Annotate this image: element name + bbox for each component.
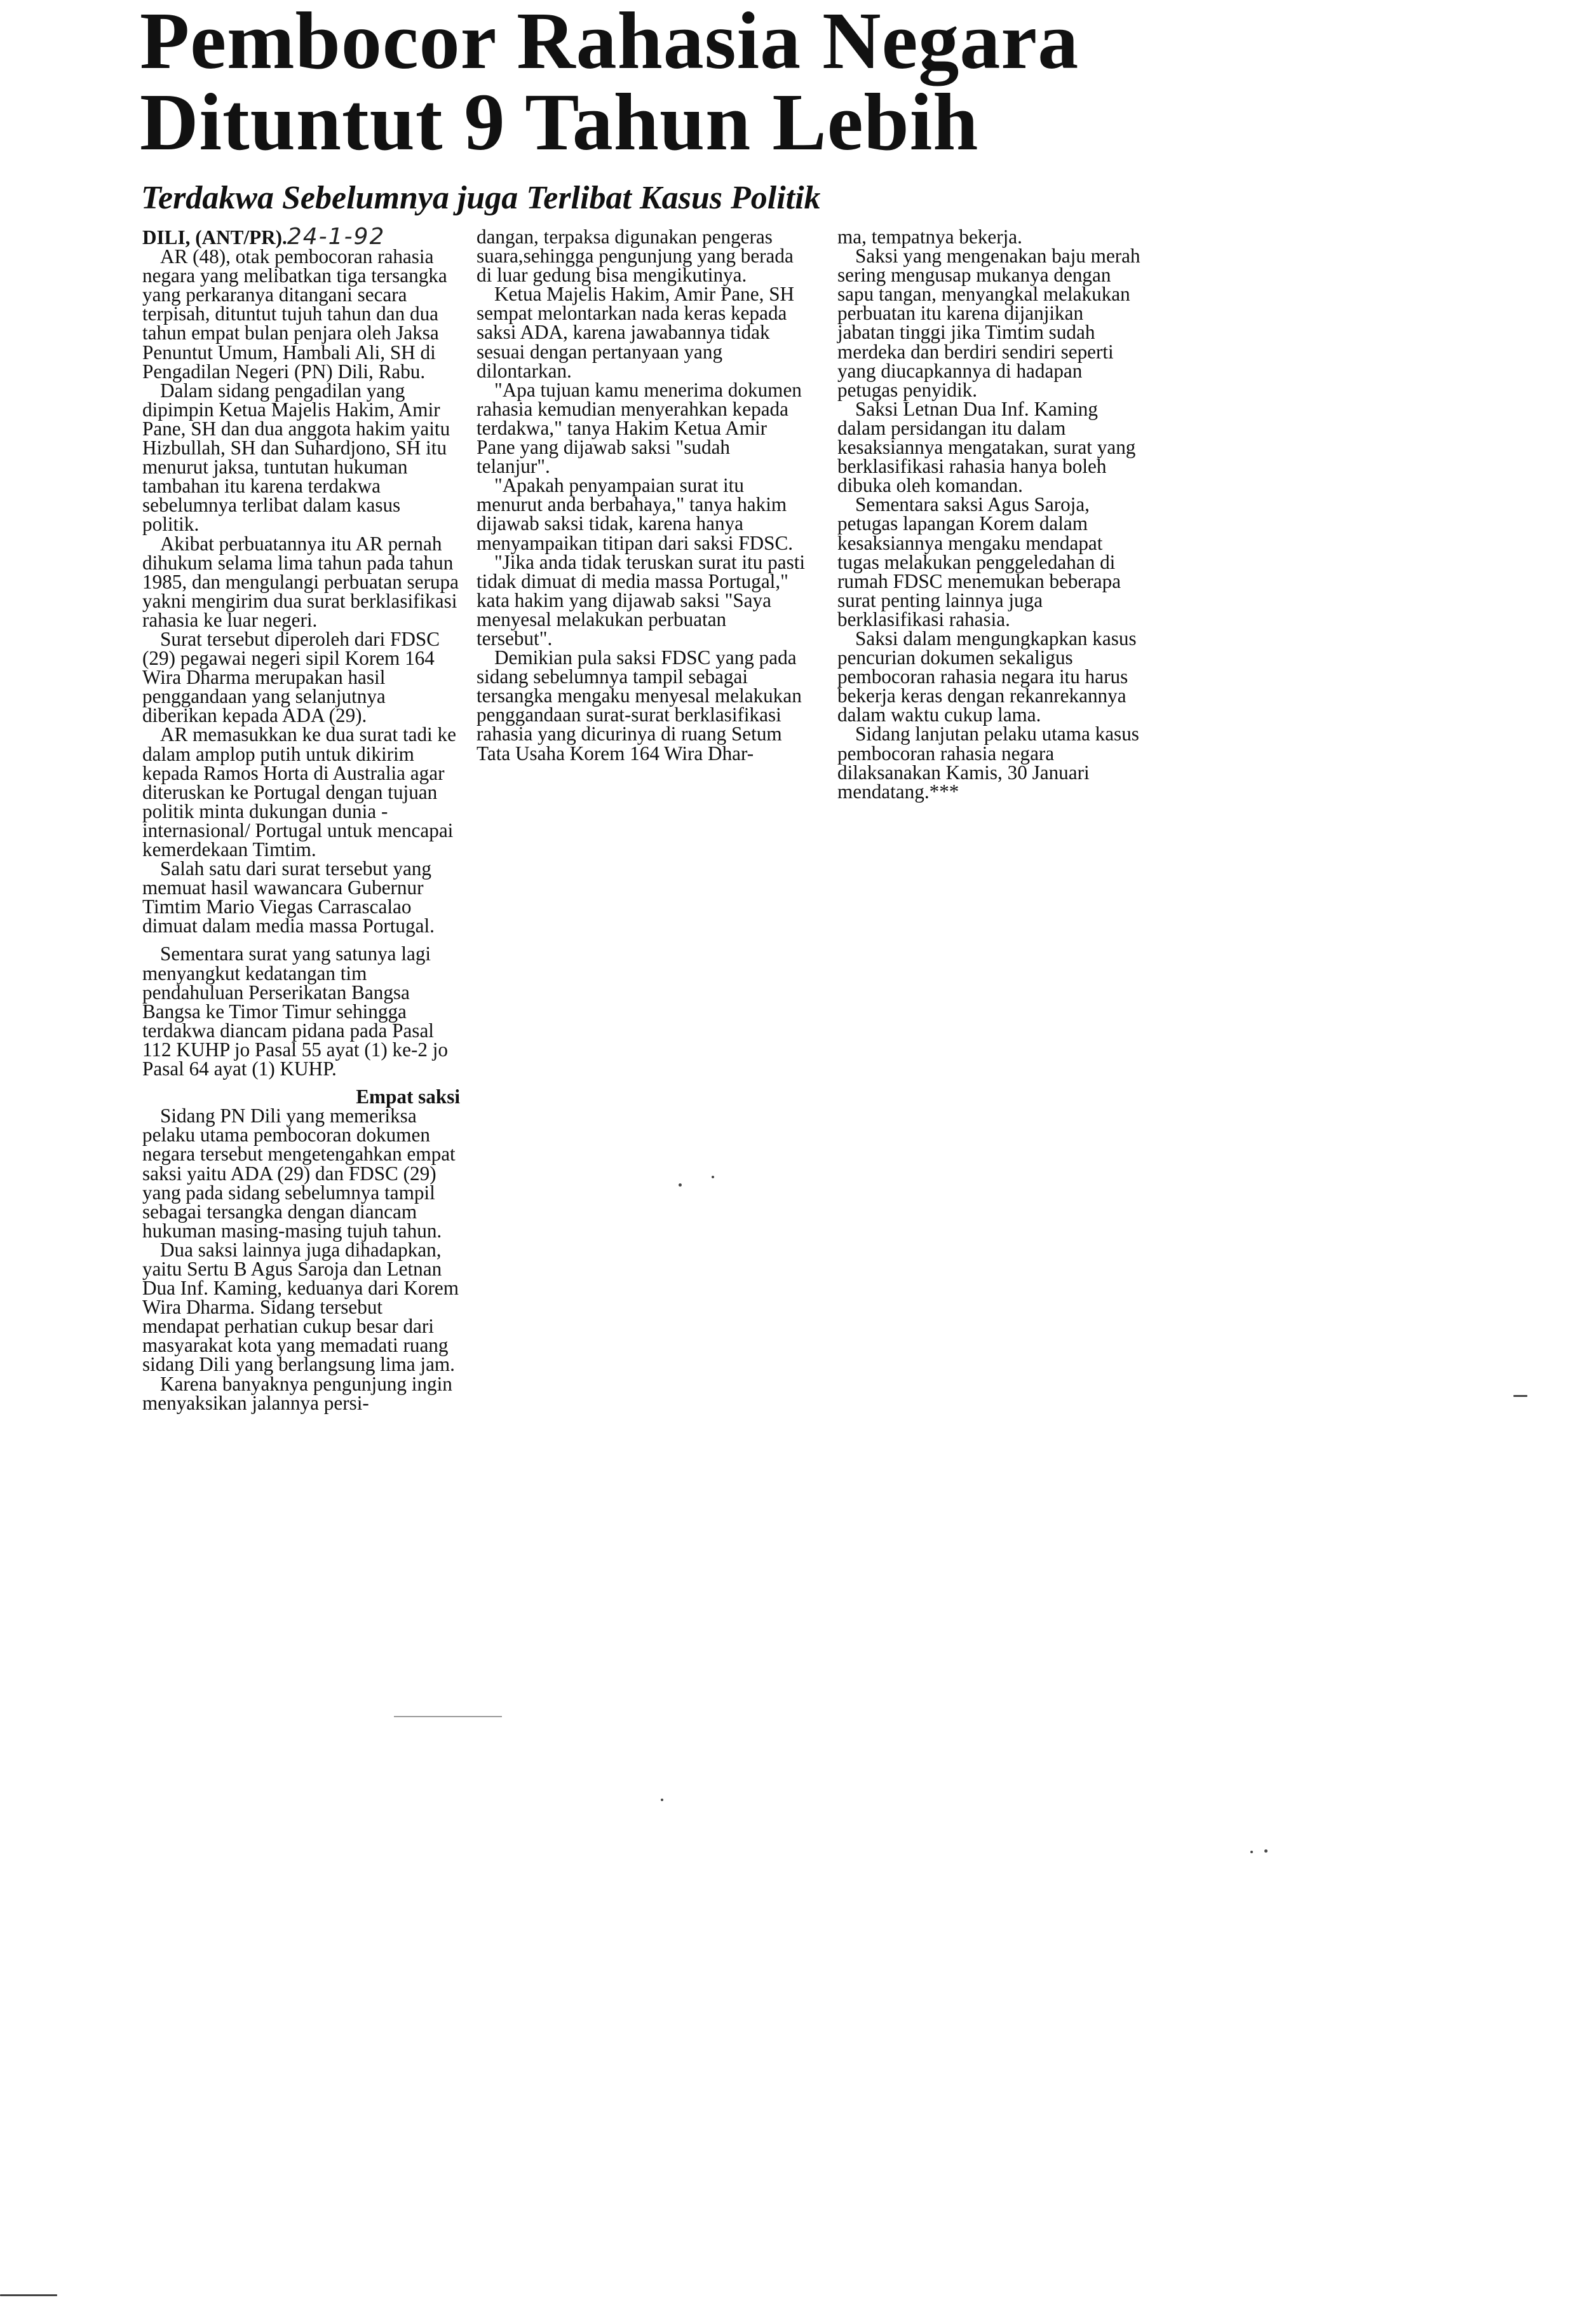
paragraph: "Apa tujuan kamu menerima dokumen rahasia kemudian menyerahkan kepada terdakwa," tanya Hakim Ketua Amir Pane yang dijawab saksi "sudah telanjur". <box>477 378 802 478</box>
paragraph: Dua saksi lainnya juga dihadapkan, yaitu Sertu B Agus Saroja dan Letnan Dua Inf. Kaming, keduanya dari Korem Wira Dharma. Sidang tersebut mendapat perhatian cukup besar dari masyarakat kota yang memadati ruang sidang Dili yang berlangsung lima jam. <box>142 1238 459 1376</box>
paragraph: Demikian pula saksi FDSC yang pada sidang sebelumnya tampil sebagai tersangka mengaku menyesal melakukan penggandaan surat-surat berklasifikasi rahasia yang dicurinya di ruang Setum Tata Usaha Korem 164 Wira Dhar- <box>477 646 802 765</box>
scan-speck <box>661 1799 663 1801</box>
paragraph: Saksi Letnan Dua Inf. Kaming dalam persidangan itu dalam kesaksiannya mengatakan, surat yang berklasifikasi rahasia hanya boleh dibuka oleh komandan. <box>837 397 1136 497</box>
subheadline: Terdakwa Sebelumnya juga Terlibat Kasus Politik <box>141 180 821 216</box>
paragraph: Karena banyaknya pengunjung ingin menyaksikan jalannya persi- <box>142 1372 452 1414</box>
paragraph: Dalam sidang pengadilan yang dipimpin Ketua Majelis Hakim, Amir Pane, SH dan dua anggota hakim yaitu Hizbullah, SH dan Suhardjono, SH itu menurut jaksa, tuntutan hukuman tambahan itu karena terdakwa sebelumnya terlibat dalam kasus politik. <box>142 379 450 536</box>
section-subtitle: Empat saksi <box>356 1085 460 1108</box>
scan-speck <box>712 1176 714 1178</box>
paragraph: Saksi dalam mengungkapkan kasus pencurian dokumen sekaligus pembocoran rahasia negara itu harus bekerja keras dengan rekanrekannya dalam waktu cukup lama. <box>837 627 1137 726</box>
scan-speck <box>1264 1849 1268 1853</box>
paragraph: Akibat perbuatannya itu AR pernah dihukum selama lima tahun pada tahun 1985, dan mengulangi perbuatan serupa yakni mengirim dua surat berklasifikasi rahasia ke luar negeri. <box>142 532 459 631</box>
paragraph: dangan, terpaksa digunakan pengeras suara,sehingga pengunjung yang berada di luar gedung bisa mengikutinya. <box>477 226 794 287</box>
scan-speck <box>1250 1851 1253 1853</box>
paragraph: Ketua Majelis Hakim, Amir Pane, SH sempat melontarkan nada keras kepada saksi ADA, karena jawabannya tidak sesuai dengan pertanyaan yang dilontarkan. <box>477 283 795 382</box>
paragraph: "Apakah penyampaian surat itu menurut anda berbahaya," tanya hakim dijawab saksi tidak, karena hanya menyampaikan titipan dari saksi FDSC. <box>477 474 794 554</box>
article-column-1 <box>142 224 460 1414</box>
paragraph: AR (48), otak pembocoran rahasia negara yang melibatkan tiga tersangka yang perkaranya ditangani secara terpisah, dituntut tujuh tahun dan dua tahun empat bulan penjara oleh Jaksa Penuntut Umum, Hambali Ali, SH di Pengadilan Negeri (PN) Dili, Rabu. <box>142 245 447 383</box>
scan-speck <box>679 1183 682 1187</box>
handwritten-date: 24-1-92 <box>287 224 386 250</box>
scan-speck <box>0 2294 57 2296</box>
headline <box>140 0 1220 167</box>
paragraph: Surat tersebut diperoleh dari FDSC (29) pegawai negeri sipil Korem 164 Wira Dharma merupakan hasil penggandaan yang selanjutnya diberikan kepada ADA (29). <box>142 627 440 727</box>
paragraph: Salah satu dari surat tersebut yang memuat hasil wawancara Gubernur Timtim Mario Viegas Carrascalao dimuat dalam media massa Portugal. <box>142 857 435 937</box>
article-column-3 <box>837 228 1142 801</box>
dateline: DILI, (ANT/PR). <box>142 226 287 248</box>
headline-line-1: Pembocor Rahasia Negara <box>140 0 1079 86</box>
paragraph: AR memasukkan ke dua surat tadi ke dalam amplop putih untuk dikirim kepada Ramos Horta di Australia agar diteruskan ke Portugal dengan tujuan politik minta dukungan dunia - internasional/ Portugal untuk mencapai kemerdekaan Timtim. <box>142 723 456 861</box>
scan-speck <box>1513 1395 1527 1397</box>
headline-line-2: Dituntut 9 Tahun Lebih <box>140 77 979 167</box>
dateline-paragraph <box>142 224 460 250</box>
end-rule <box>394 1716 502 1717</box>
paragraph: ma, tempatnya bekerja. <box>837 226 1022 248</box>
paragraph: "Jika anda tidak teruskan surat itu pasti tidak dimuat di media massa Portugal," kata hakim yang dijawab saksi "Saya menyesal melakukan perbuatan tersebut". <box>477 550 806 650</box>
paragraph: Saksi yang mengenakan baju merah sering mengusap mukanya dengan sapu tangan, menyangkal melakukan perbuatan itu karena dijanjikan jabatan tinggi jika Timtim sudah merdeka dan berdiri sendiri seperti yang diucapkannya di hadapan petugas penyidik. <box>837 245 1140 401</box>
paragraph: Sementara saksi Agus Saroja, petugas lapangan Korem dalam kesaksiannya mengaku mendapat tugas melakukan penggeledahan di rumah FDSC menemukan beberapa surat penting lainnya juga berklasifikasi rahasia. <box>837 493 1121 630</box>
paragraph: Sidang PN Dili yang memeriksa pelaku utama pembocoran dokumen negara tersebut mengetengahkan empat saksi yaitu ADA (29) dan FDSC (29) yang pada sidang sebelumnya tampil sebagai tersangka dengan diancam hukuman masing-masing tujuh tahun. <box>142 1105 456 1242</box>
paragraph: Sementara surat yang satunya lagi menyangkut kedatangan tim pendahuluan Perserikatan Bangsa Bangsa ke Timor Timur sehingga terdakwa diancam pidana pada Pasal 112 KUHP jo Pasal 55 ayat (1) ke-2 jo Pasal 64 ayat (1) KUHP. <box>142 943 449 1080</box>
article-column-2 <box>477 228 807 763</box>
paragraph: Sidang lanjutan pelaku utama kasus pembocoran rahasia negara dilaksanakan Kamis, 30 Januari mendatang.*** <box>837 723 1139 803</box>
